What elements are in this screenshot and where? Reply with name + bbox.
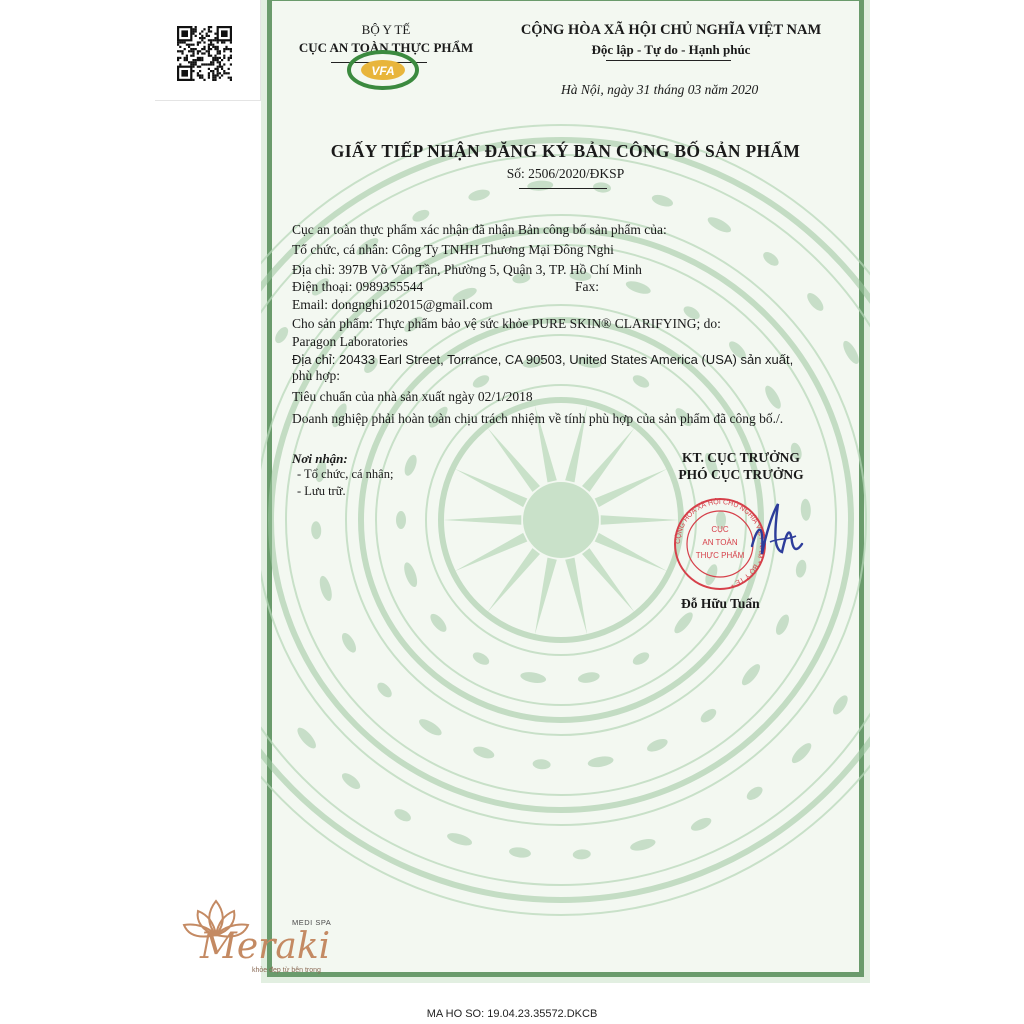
vfa-logo-icon [343,46,423,90]
title-rule [519,188,607,189]
body-line-1: Cục an toàn thực phẩm xác nhận đã nhận Bản công bố sản phẩm của: [292,222,667,237]
brand-label: MEDI SPA [292,918,332,927]
svg-text:CỘNG HÒA XÃ HỘI CHỦ NGHĨA VIỆT: CỘNG HÒA XÃ HỘI CHỦ NGHĨA VIỆT NAM * BỘ Y TẾ * [674,498,766,588]
body-organization: Tổ chức, cá nhân: Công Ty TNHH Thương Mại Đông Nghi [292,242,614,257]
body-email: Email: dongnghi102015@gmail.com [292,297,493,312]
department-name: CỤC AN TOÀN THỰC PHẨM [298,40,474,55]
qr-code-icon [177,26,237,82]
recipient-item: - Tổ chức, cá nhân; [297,467,394,481]
body-manufacturer: Paragon Laboratories [292,334,408,349]
recipients-heading: Nơi nhận: [292,451,348,466]
body-standard: Tiêu chuẩn của nhà sản xuất ngày 02/1/2018 [292,389,533,404]
svg-text:THỰC PHẨM: THỰC PHẨM [695,551,745,560]
document-number: Số: 2506/2020/ĐKSP [506,166,625,181]
certificate [261,0,870,983]
body-fax: Fax: [575,279,600,294]
body-address: Địa chỉ: 397B Võ Văn Tần, Phường 5, Quận 3, TP. Hồ Chí Minh [292,262,642,277]
brand-tagline: khỏe đẹp từ bên trong [252,967,321,974]
issue-date: Hà Nội, ngày 31 tháng 03 năm 2020 [561,82,759,97]
brand-name: Meraki [200,926,331,967]
recipient-item: - Lưu trữ. [297,484,346,498]
body-manufacturer-address: Địa chỉ: 20433 Earl Street, Torrance, CA 90503, United States America (USA) sản xuất, [292,352,794,367]
signatory-position: PHÓ CỤC TRƯỞNG [678,467,804,482]
official-stamp-icon [674,494,844,594]
body-product: Cho sản phẩm: Thực phẩm bảo vệ sức khỏe PURE SKIN® CLARIFYING; do: [292,316,721,331]
qr-code-panel [155,0,261,101]
signer-name: Đỗ Hữu Tuấn [681,596,760,611]
record-code: MA HO SO: 19.04.23.35572.DKCB [426,1008,598,1020]
country-name: CỘNG HÒA XÃ HỘI CHỦ NGHĨA VIỆT NAM [520,22,822,38]
body-responsibility: Doanh nghiệp phải hoàn toàn chịu trách nhiệm về tính phù hợp của sản phẩm đã công bố./. [292,411,784,426]
svg-text:VFA: VFA [371,64,395,78]
svg-text:CỤC: CỤC [711,525,729,534]
state-header [501,22,841,58]
body-conform: phù hợp: [292,368,341,383]
document-title: GIẤY TIẾP NHẬN ĐĂNG KÝ BẢN CÔNG BỐ SẢN PHẨM [330,141,801,161]
svg-text:AN TOÀN: AN TOÀN [702,538,738,547]
ministry-name: BỘ Y TẾ [361,22,411,37]
national-motto: Độc lập - Tự do - Hạnh phúc [591,42,751,57]
body-phone: Điện thoại: 0989355544 [292,279,424,294]
header-rule-right [606,60,731,61]
signatory-title: KT. CỤC TRƯỞNG [682,450,800,465]
